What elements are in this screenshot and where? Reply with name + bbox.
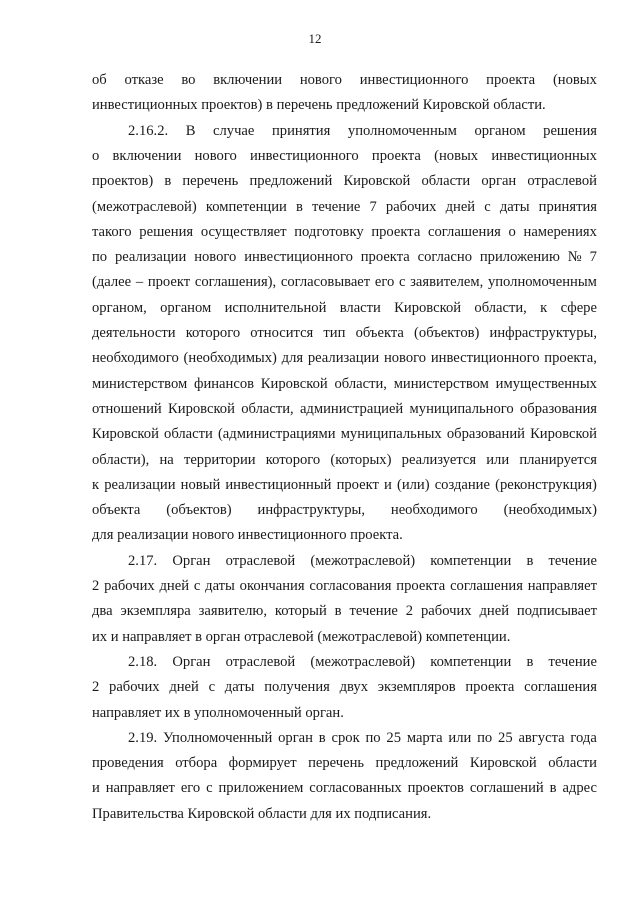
text-line: деятельности которого относится тип объекта (объектов) инфраструктуры, [92, 325, 597, 341]
text-line: по реализации нового инвестиционного проекта согласно приложению № 7 [92, 249, 597, 266]
text-line: об отказе во включении нового инвестиционного проекта (новых [92, 72, 597, 88]
text-line: 2.16.2. В случае принятия уполномоченным органом решения [128, 122, 597, 139]
text-line: и направляет его с приложением согласованных проектов соглашений в адрес [92, 780, 597, 797]
text-line: Кировской области (администрациями муниципальных образований Кировской [92, 426, 597, 443]
text-line: 2.18. Орган отраслевой (межотраслевой) компетенции в течение [128, 653, 597, 670]
text-line: проведения отбора формирует перечень предложений Кировской области [92, 755, 597, 772]
text-line: (далее – проект соглашения), согласовывает его с заявителем, уполномоченным [92, 274, 597, 291]
text-line: объекта (объектов) инфраструктуры, необходимого (необходимых) [92, 502, 597, 519]
text-line: два экземпляра заявителю, который в течение 2 рабочих дней подписывает [92, 603, 597, 620]
text-line: проектов) в перечень предложений Кировской области орган отраслевой [92, 173, 597, 190]
text-line: 2 рабочих дней с даты получения двух экземпляров проекта соглашения [92, 679, 597, 696]
text-line: о включении нового инвестиционного проекта (новых инвестиционных [92, 147, 597, 164]
text-line: органом, органом исполнительной власти Кировской области, к сфере [92, 299, 597, 316]
page-number: 12 [308, 31, 322, 46]
text-line: их и направляет в орган отраслевой (межотраслевой) компетенции. [92, 628, 511, 645]
text-line: к реализации новый инвестиционный проект и (или) создание (реконструкция) [92, 476, 597, 493]
text-line: для реализации нового инвестиционного проекта. [92, 527, 403, 544]
text-line: инвестиционных проектов) в перечень предложений Кировской области. [92, 97, 546, 114]
text-line: области), на территории которого (которых) реализуется или планируется [92, 451, 597, 468]
text-line: министерством финансов Кировской области, министерством имущественных [92, 375, 597, 392]
text-line: отношений Кировской области, администрацией муниципального образования [92, 400, 597, 417]
text-line: 2.19. Уполномоченный орган в срок по 25 марта или по 25 августа года [128, 729, 597, 746]
text-line: 2 рабочих дней с даты окончания согласования проекта соглашения направляет [92, 578, 597, 594]
text-line: направляет их в уполномоченный орган. [92, 704, 344, 721]
text-line: такого решения осуществляет подготовку проекта соглашения о намерениях [92, 223, 597, 240]
text-line: необходимого (необходимых) для реализации нового инвестиционного проекта, [92, 350, 597, 367]
text-line: 2.17. Орган отраслевой (межотраслевой) компетенции в течение [128, 552, 597, 569]
text-line: (межотраслевой) компетенции в течение 7 рабочих дней с даты принятия [92, 198, 597, 215]
text-line: Правительства Кировской области для их подписания. [92, 805, 432, 822]
